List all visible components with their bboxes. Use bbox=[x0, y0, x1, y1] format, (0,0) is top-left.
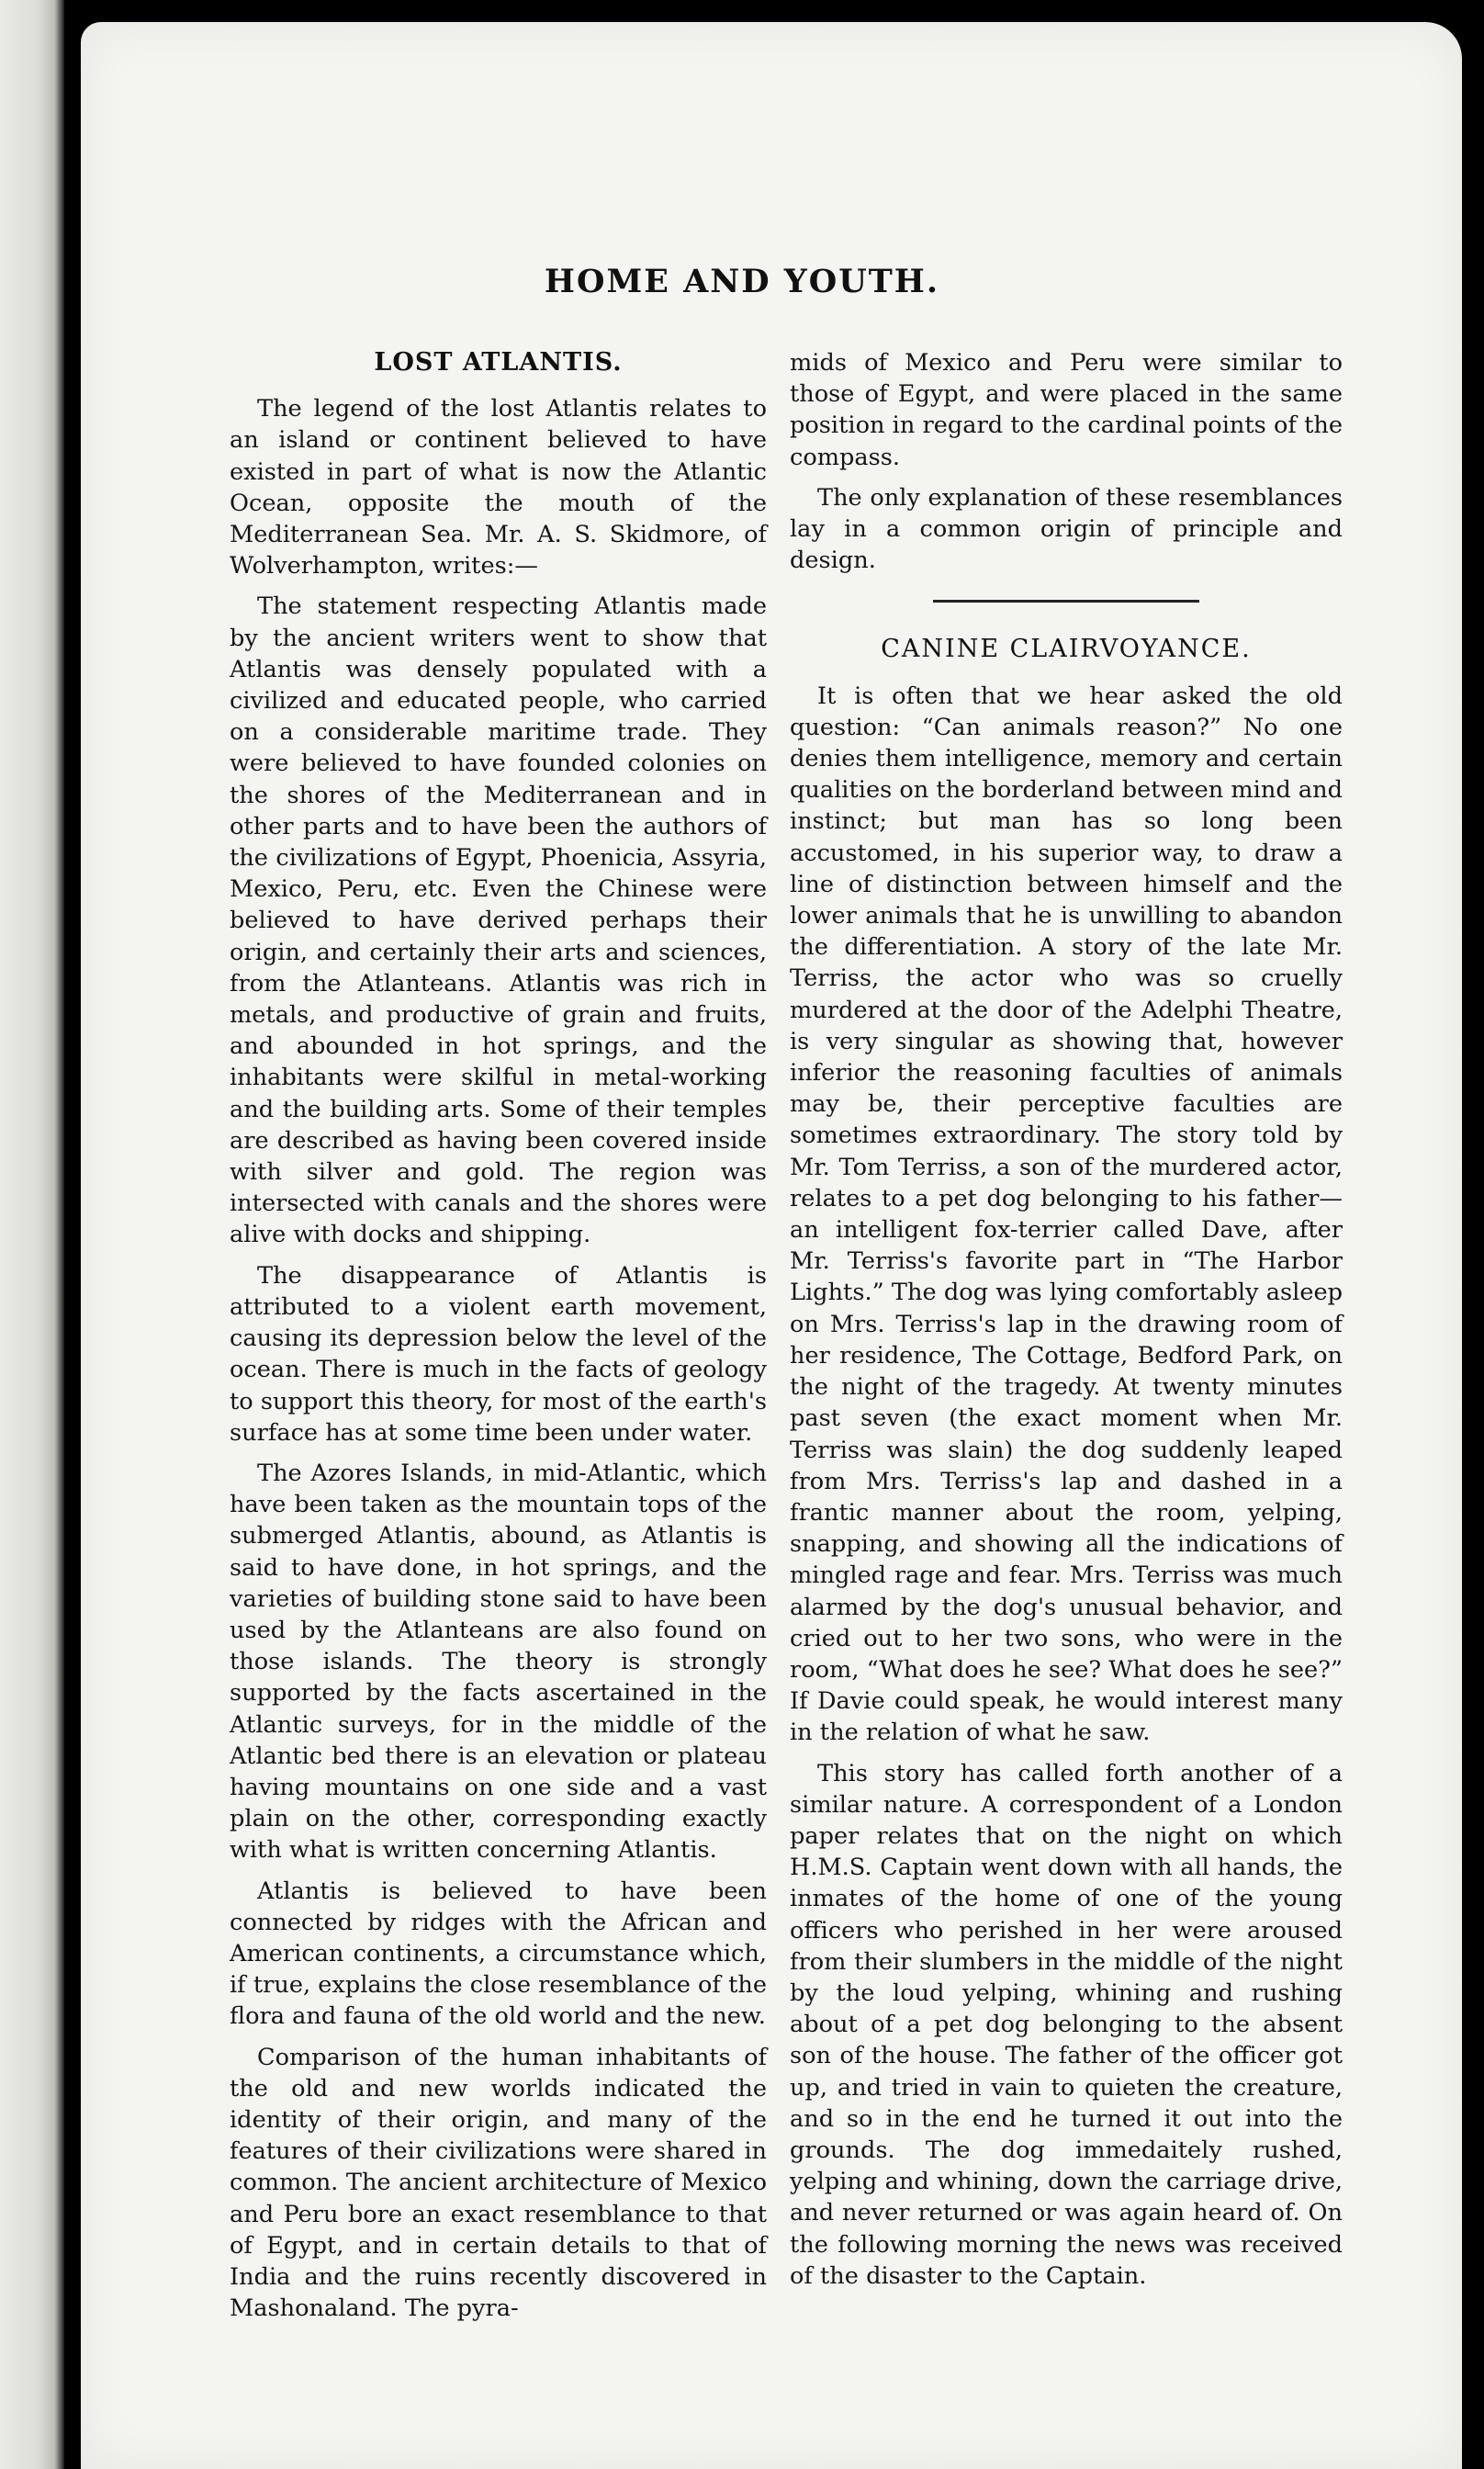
paragraph: Comparison of the human inhabitants of the old and new worlds indicated the identity of their origin, and many of the features of their civilizations were shared in common. The ancient architecture of Mexico and Peru bore an exact resemblance to that of Egypt, and in certain details to that of India and the ruins recently discovered in Mashonaland. The pyra- bbox=[230, 2043, 767, 2323]
right-column bbox=[790, 347, 1343, 2301]
adjacent-page-edge bbox=[0, 0, 64, 2469]
paragraph: This story has called forth another of a similar nature. A correspondent of a London paper relates that on the night on which H.M.S. Captain went down with all hands, the inmates of the home of one of the young officers who perished in her were aroused from their slumbers in the middle of the night by the loud yelping, whining and rushing about of a pet dog belonging to the absent son of the house. The father of the officer got up, and tried in vain to quieten the creature, and so in the end he turned it out into the grounds. The dog immedaitely rushed, yelping and whining, down the carriage drive, and never returned or was again heard of. On the following morning the news was received of the disaster to the Captain. bbox=[790, 1759, 1343, 2290]
paragraph: The statement respecting Atlantis made by the ancient writers went to show that Atlantis was densely populated with a civilized and educated people, who carried on a considerable maritime trade. They were believed to have founded colonies on the shores of the Mediterranean and in other parts and to have been the authors of the civilizations of Egypt, Phoenicia, Assyria, Mexico, Peru, etc. Even the Chinese were believed to have derived perhaps their origin, and certainly their arts and sciences, from the Atlanteans. Atlantis was rich in metals, and productive of grain and fruits, and abounded in hot springs, and the inhabitants were skilful in metal-working and the building arts. Some of their temples are described as having been covered inside with silver and gold. The region was intersected with canals and the shores were alive with docks and shipping. bbox=[230, 592, 767, 1249]
paragraph: It is often that we hear asked the old question: “Can animals reason?” No one denies them intelligence, memory and certain qualities on the borderland between mind and instinct; but man has so long been accustomed, in his superior way, to draw a line of distinction between himself and the lower animals that he is unwilling to abandon the differentiation. A story of the late Mr. Terriss, the actor who was so cruelly murdered at the door of the Adelphi Theatre, is very singular as showing that, however inferior the reasoning faculties of animals may be, their perceptive faculties are sometimes extraordinary. The story told by Mr. Tom Terriss, a son of the murdered actor, relates to a pet dog belonging to his father—an intelligent fox-terrier called Dave, after Mr. Terriss's favorite part in “The Harbor Lights.” The dog was lying comfortably asleep on Mrs. Terriss's lap in the drawing room of her residence, The Cottage, Bedford Park, on the night of the tragedy. At twenty minutes past seven (the exact moment when Mr. Terriss was slain) the dog suddenly leaped from Mrs. Terriss's lap and dashed in a frantic manner about the room, yelping, snapping, and showing all the indications of mingled rage and fear. Mrs. Terriss was much alarmed by the dog's unusual behavior, and cried out to her two sons, who were in the room, “What does he see? What does he see?” If Davie could speak, he would interest many in the relation of what he saw. bbox=[790, 682, 1343, 1747]
paragraph: Atlantis is believed to have been connected by ridges with the African and American continents, a circumstance which, if true, explains the close resemblance of the flora and fauna of the old world and the new. bbox=[230, 1877, 767, 2031]
left-column bbox=[230, 347, 767, 2333]
paragraph: The legend of the lost Atlantis relates to an island or continent believed to have existed in part of what is now the Atlantic Ocean, opposite the mouth of the Mediterranean Sea. Mr. A. S. Skidmore, of Wolverhampton, writes:— bbox=[230, 395, 767, 581]
article-title-canine-clairvoyance: CANINE CLAIRVOYANCE. bbox=[881, 635, 1252, 664]
running-head: HOME AND YOUTH. bbox=[544, 263, 940, 300]
paragraph-continuation: mids of Mexico and Peru were similar to those of Egypt, and were placed in the same position in regard to the cardinal points of the compass. bbox=[790, 349, 1343, 471]
paragraph: The disappearance of Atlantis is attributed to a violent earth movement, causing its depression below the level of the ocean. There is much in the facts of geology to support this theory, for most of the earth's surface has at some time been under water. bbox=[230, 1261, 767, 1447]
paragraph: The Azores Islands, in mid-Atlantic, which have been taken as the mountain tops of the submerged Atlantis, abound, as Atlantis is said to have done, in hot springs, and the varieties of building stone said to have been used by the Atlanteans are also found on those islands. The theory is strongly supported by the facts ascertained in the Atlantic surveys, for in the middle of the Atlantic bed there is an elevation or plateau having mountains on one side and a vast plain on the other, corresponding exactly with what is written concerning Atlantis. bbox=[230, 1459, 767, 1865]
paragraph: The only explanation of these resemblances lay in a common origin of principle and design. bbox=[790, 483, 1343, 575]
article-title-lost-atlantis: LOST ATLANTIS. bbox=[374, 348, 623, 377]
section-divider bbox=[933, 600, 1199, 603]
